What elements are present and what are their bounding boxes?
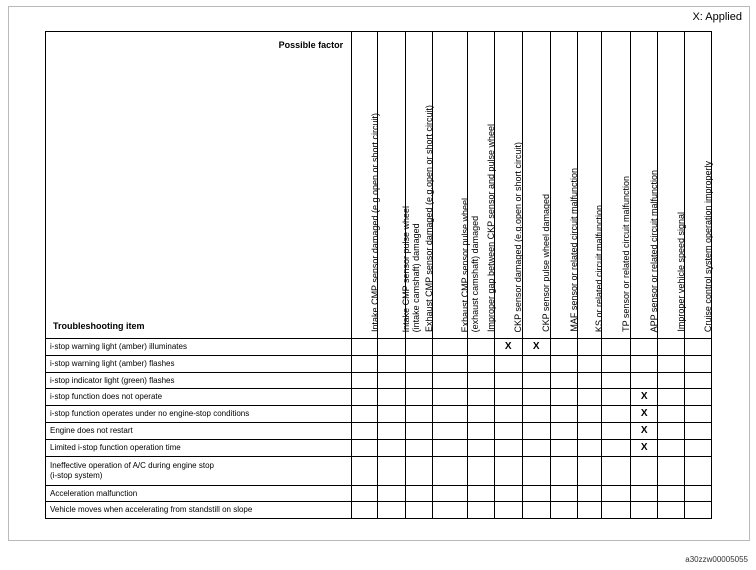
mark-cell: [602, 406, 631, 423]
mark-cell: [658, 457, 685, 486]
mark-cell: [522, 423, 550, 440]
mark-cell: [494, 373, 522, 389]
factor-label: Improper gap between CKP sensor and pulse wheel: [485, 124, 496, 332]
mark-cell: [658, 356, 685, 373]
mark-cell: [352, 486, 378, 502]
mark-cell: [577, 440, 602, 457]
mark-cell: [432, 486, 467, 502]
mark-cell: X: [494, 339, 522, 356]
troubleshooting-item: Vehicle moves when accelerating from standstill on slope: [46, 502, 352, 519]
mark-cell: [631, 339, 658, 356]
mark-cell: [432, 457, 467, 486]
mark-cell: [685, 373, 712, 389]
troubleshooting-item: Ineffective operation of A/C during engine stop (i-stop system): [46, 457, 352, 486]
troubleshooting-item: i-stop warning light (amber) illuminates: [46, 339, 352, 356]
mark-cell: [494, 356, 522, 373]
mark-cell: [377, 339, 405, 356]
mark-cell: [405, 406, 432, 423]
mark-cell: [467, 440, 494, 457]
mark-cell: [377, 440, 405, 457]
mark-cell: [467, 406, 494, 423]
header-row: [46, 32, 712, 339]
factor-label: APP sensor or related circuit malfunction: [649, 169, 660, 332]
mark-cell: [405, 339, 432, 356]
mark-cell: [432, 339, 467, 356]
mark-cell: [405, 486, 432, 502]
mark-cell: [352, 440, 378, 457]
mark-cell: [352, 406, 378, 423]
troubleshooting-item: i-stop function does not operate: [46, 389, 352, 406]
table-row: [46, 406, 712, 423]
mark-cell: [685, 486, 712, 502]
factor-header-6: [494, 32, 522, 339]
table-row: [46, 356, 712, 373]
mark-cell: [631, 486, 658, 502]
mark-cell: [550, 502, 577, 519]
mark-cell: [377, 389, 405, 406]
mark-cell: [685, 356, 712, 373]
troubleshooting-item: Acceleration malfunction: [46, 486, 352, 502]
mark-cell: X: [631, 406, 658, 423]
table-row: [46, 373, 712, 389]
mark-cell: [522, 389, 550, 406]
factor-label: Exhaust CMP sensor damaged (e.g.open or short circuit): [423, 105, 434, 332]
table-row: [46, 486, 712, 502]
mark-cell: [631, 356, 658, 373]
troubleshooting-item: i-stop function operates under no engine-stop conditions: [46, 406, 352, 423]
legend-applied: X: Applied: [692, 11, 742, 23]
mark-cell: [550, 486, 577, 502]
mark-cell: [658, 486, 685, 502]
mark-cell: [494, 423, 522, 440]
mark-cell: [658, 502, 685, 519]
mark-cell: [494, 389, 522, 406]
mark-cell: [550, 389, 577, 406]
mark-cell: [685, 502, 712, 519]
factor-label: Improper vehicle speed signal: [676, 212, 687, 332]
factor-header-5: [467, 32, 494, 339]
mark-cell: [685, 440, 712, 457]
mark-cell: [432, 406, 467, 423]
mark-cell: [577, 486, 602, 502]
mark-cell: [602, 440, 631, 457]
mark-cell: [522, 502, 550, 519]
factor-label: Exhaust CMP sensor pulse wheel (exhaust camshaft) damaged: [459, 197, 480, 332]
mark-cell: [522, 457, 550, 486]
mark-cell: [631, 502, 658, 519]
factor-header-11: [631, 32, 658, 339]
mark-cell: X: [631, 389, 658, 406]
mark-cell: [467, 339, 494, 356]
factor-label: MAF sensor or related circuit malfunction: [568, 168, 579, 332]
mark-cell: [658, 373, 685, 389]
table-row: [46, 423, 712, 440]
troubleshooting-item: Engine does not restart: [46, 423, 352, 440]
mark-cell: [405, 502, 432, 519]
table-row: [46, 440, 712, 457]
mark-cell: [685, 389, 712, 406]
mark-cell: [352, 457, 378, 486]
mark-cell: [494, 502, 522, 519]
mark-cell: [522, 406, 550, 423]
mark-cell: [467, 502, 494, 519]
mark-cell: [377, 356, 405, 373]
mark-cell: [377, 373, 405, 389]
mark-cell: [550, 373, 577, 389]
mark-cell: [631, 373, 658, 389]
mark-cell: [685, 457, 712, 486]
mark-cell: [685, 423, 712, 440]
mark-cell: [467, 457, 494, 486]
factor-label: Intake CMP sensor damaged (e.g.open or short circuit): [369, 113, 380, 332]
mark-cell: [550, 423, 577, 440]
mark-cell: [352, 356, 378, 373]
mark-cell: [522, 356, 550, 373]
mark-cell: [658, 423, 685, 440]
mark-cell: [550, 457, 577, 486]
mark-cell: [658, 339, 685, 356]
factor-header-4: [432, 32, 480, 339]
mark-cell: [602, 339, 631, 356]
mark-cell: [602, 356, 631, 373]
mark-cell: [685, 339, 712, 356]
header-corner-cell: [46, 32, 352, 339]
mark-cell: [377, 502, 405, 519]
mark-cell: [432, 373, 467, 389]
mark-cell: [467, 486, 494, 502]
factor-label: Intake CMP sensor pulse wheel (intake camshaft) damaged: [401, 205, 422, 332]
possible-factor-label: Possible factor: [278, 40, 344, 50]
troubleshooting-item-label: Troubleshooting item: [53, 321, 145, 331]
mark-cell: [602, 389, 631, 406]
troubleshooting-item: i-stop indicator light (green) flashes: [46, 373, 352, 389]
factor-label: CKP sensor pulse wheel damaged: [541, 194, 552, 332]
mark-cell: [405, 356, 432, 373]
mark-cell: [405, 423, 432, 440]
mark-cell: [467, 356, 494, 373]
mark-cell: [577, 339, 602, 356]
mark-cell: [577, 406, 602, 423]
factor-header-3: [405, 32, 432, 339]
mark-cell: [631, 457, 658, 486]
mark-cell: [467, 389, 494, 406]
mark-cell: [494, 486, 522, 502]
factor-header-9: [577, 32, 605, 339]
factor-header-12: [658, 32, 685, 339]
mark-cell: [602, 502, 631, 519]
mark-cell: [467, 423, 494, 440]
mark-cell: [405, 457, 432, 486]
mark-cell: [602, 423, 631, 440]
mark-cell: X: [631, 423, 658, 440]
mark-cell: [432, 356, 467, 373]
mark-cell: [377, 423, 405, 440]
mark-cell: [577, 373, 602, 389]
table-row: [46, 339, 712, 356]
troubleshooting-item: Limited i-stop function operation time: [46, 440, 352, 457]
mark-cell: [377, 457, 405, 486]
mark-cell: [432, 502, 467, 519]
factor-header-13: [685, 32, 712, 339]
mark-cell: X: [522, 339, 550, 356]
mark-cell: [577, 502, 602, 519]
mark-cell: [550, 339, 577, 356]
mark-cell: [550, 356, 577, 373]
mark-cell: [577, 457, 602, 486]
mark-cell: [352, 339, 378, 356]
document-id: a30zzw00005055: [685, 555, 748, 564]
table-row: [46, 457, 712, 486]
mark-cell: [522, 373, 550, 389]
mark-cell: [352, 389, 378, 406]
factor-label: CKP sensor damaged (e.g.open or short circuit): [513, 141, 524, 332]
mark-cell: [352, 423, 378, 440]
factor-label: TP sensor or related circuit malfunction: [621, 176, 632, 332]
mark-cell: [577, 356, 602, 373]
mark-cell: [432, 423, 467, 440]
factor-label: Cruise control system operation improperly: [703, 160, 713, 332]
mark-cell: [432, 440, 467, 457]
mark-cell: [602, 457, 631, 486]
mark-cell: [494, 457, 522, 486]
mark-cell: [494, 440, 522, 457]
mark-cell: [602, 373, 631, 389]
factor-header-10: [602, 32, 631, 339]
mark-cell: [377, 486, 405, 502]
mark-cell: [550, 440, 577, 457]
factor-header-2: [377, 32, 422, 339]
mark-cell: [658, 406, 685, 423]
factor-header-8: [550, 32, 577, 339]
mark-cell: [432, 389, 467, 406]
mark-cell: X: [631, 440, 658, 457]
table-row: [46, 502, 712, 519]
mark-cell: [522, 440, 550, 457]
mark-cell: [467, 373, 494, 389]
factor-label: KS or related circuit malfunction: [594, 204, 605, 332]
mark-cell: [405, 440, 432, 457]
mark-cell: [602, 486, 631, 502]
table-row: [46, 389, 712, 406]
factor-header-1: [352, 32, 378, 339]
mark-cell: [550, 406, 577, 423]
mark-cell: [658, 440, 685, 457]
mark-cell: [352, 502, 378, 519]
mark-cell: [352, 373, 378, 389]
mark-cell: [377, 406, 405, 423]
mark-cell: [494, 406, 522, 423]
mark-cell: [405, 389, 432, 406]
mark-cell: [405, 373, 432, 389]
mark-cell: [522, 486, 550, 502]
troubleshooting-table: [45, 31, 712, 519]
mark-cell: [577, 423, 602, 440]
mark-cell: [658, 389, 685, 406]
factor-header-7: [522, 32, 550, 339]
mark-cell: [577, 389, 602, 406]
mark-cell: [685, 406, 712, 423]
troubleshooting-item: i-stop warning light (amber) flashes: [46, 356, 352, 373]
